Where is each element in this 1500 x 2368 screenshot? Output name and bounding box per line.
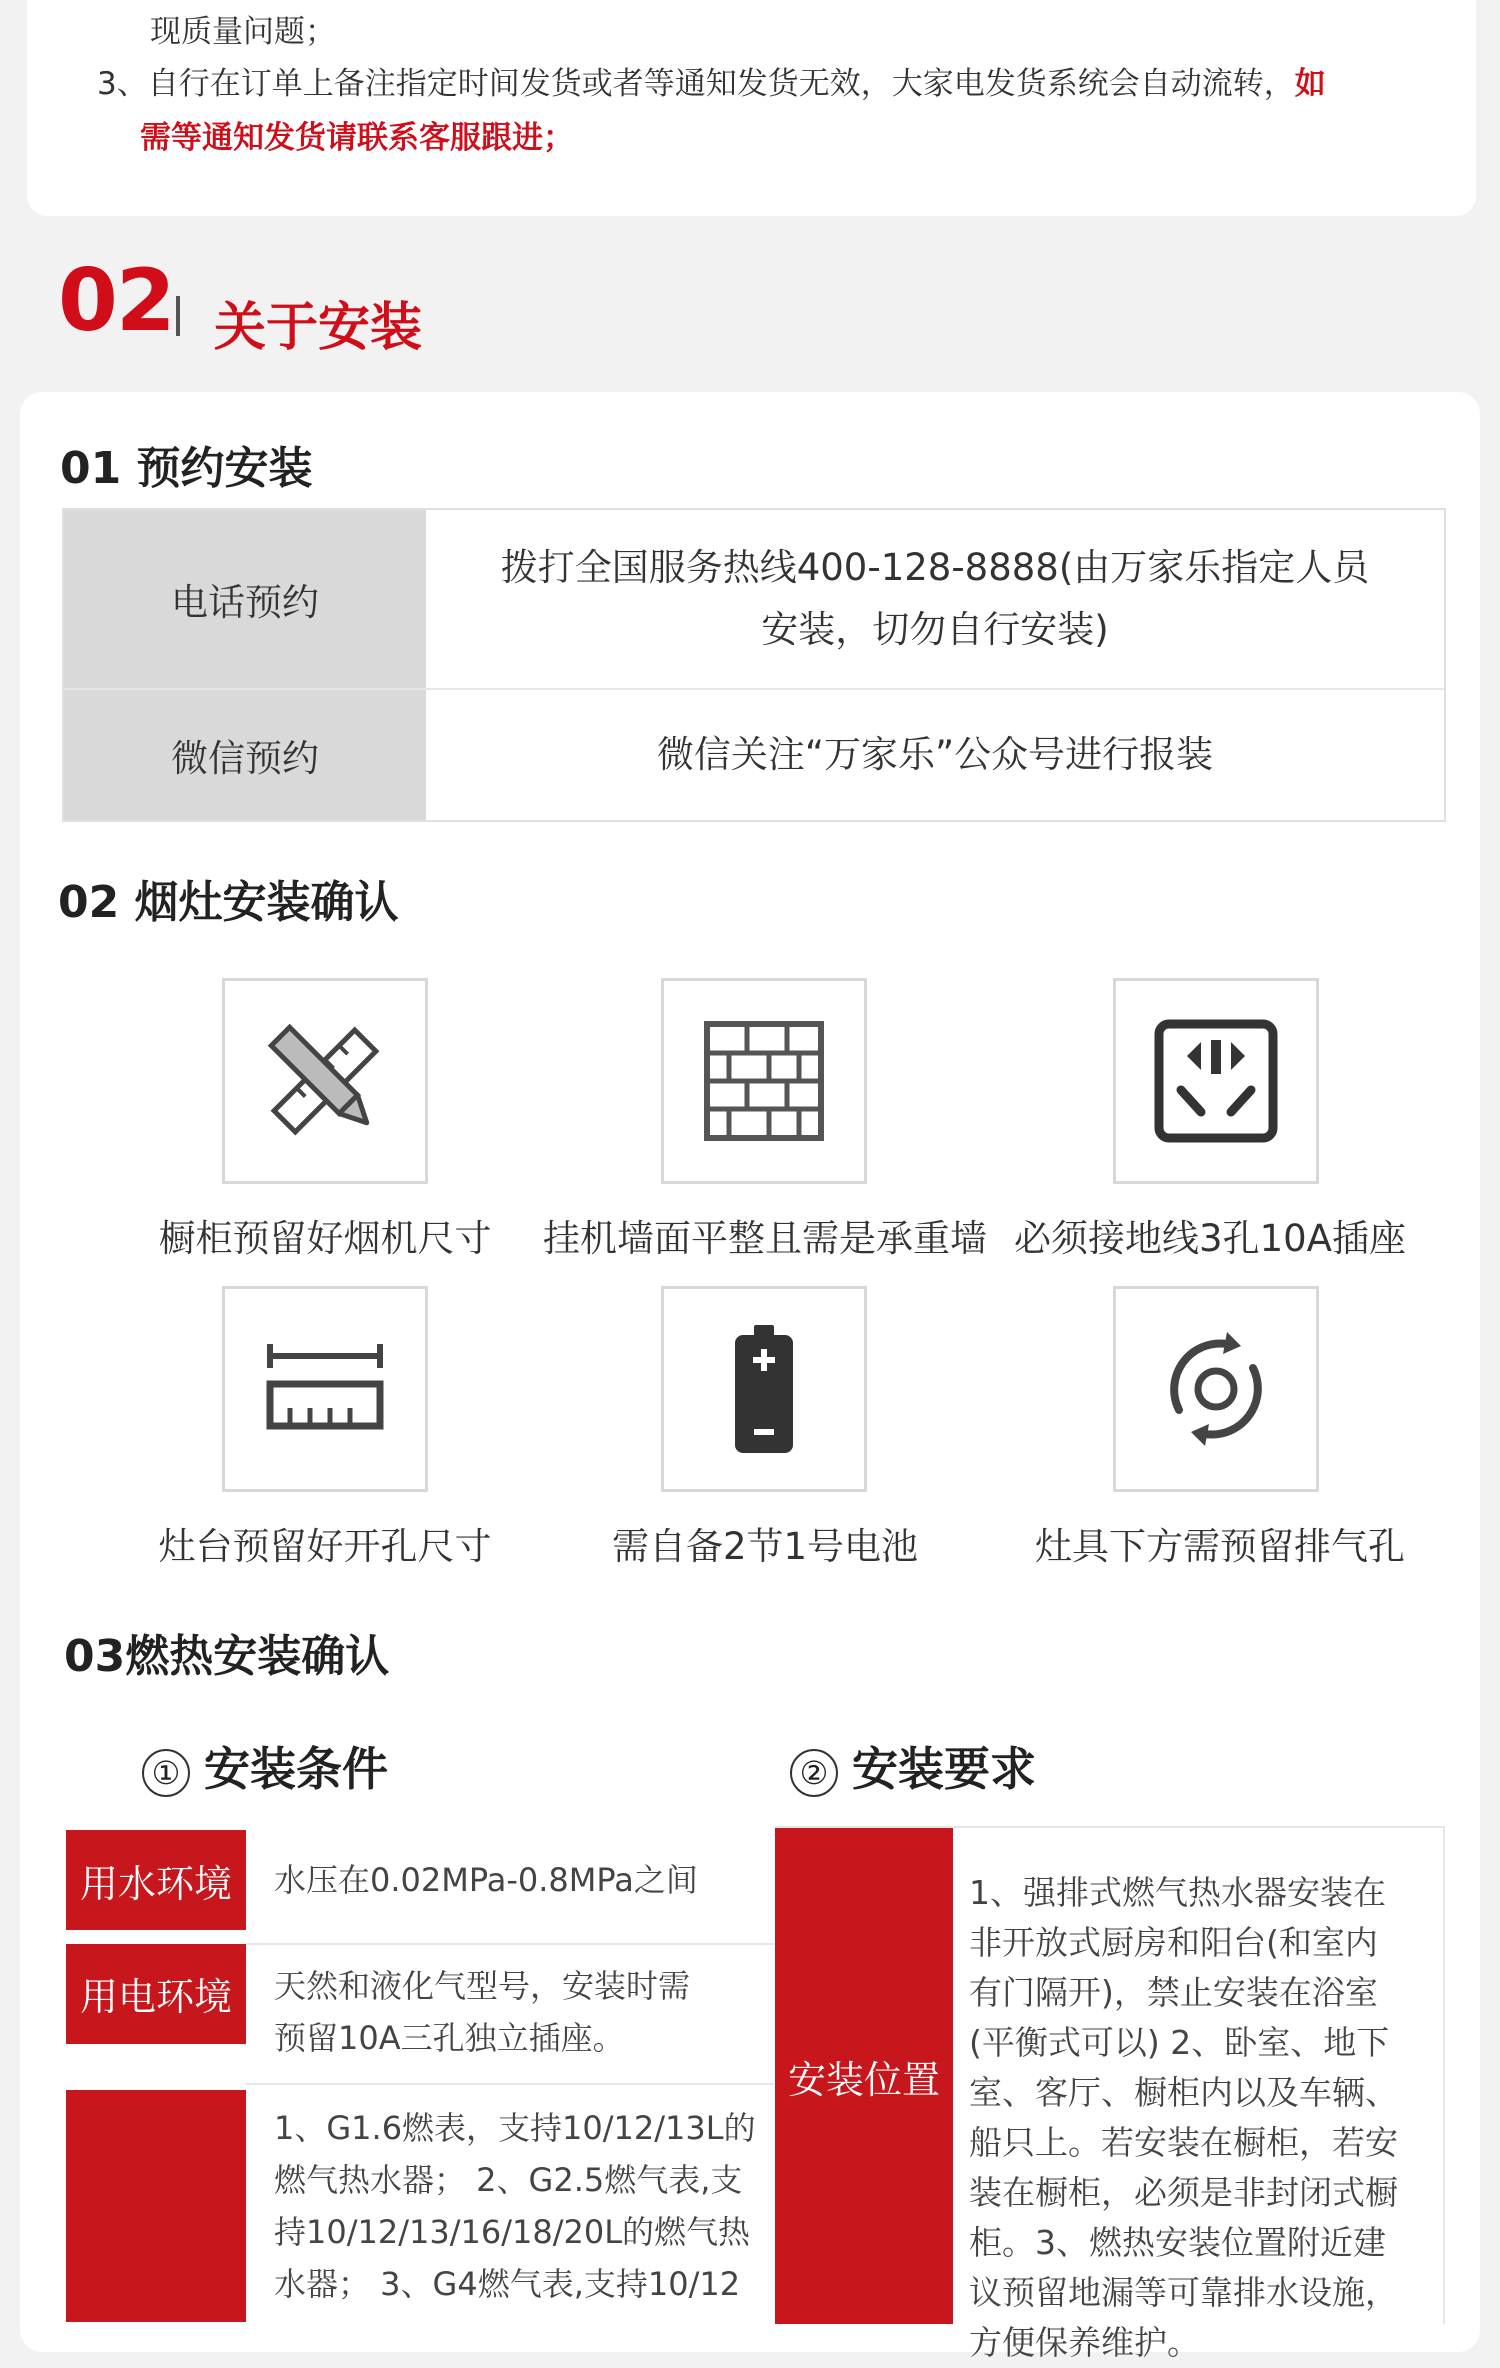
stove-item-4 <box>222 1286 428 1492</box>
booking-table <box>62 508 1446 822</box>
exhaust-vent-icon <box>1151 1324 1281 1454</box>
stove-caption-4: 灶台预留好开孔尺寸 <box>158 1525 492 1568</box>
measuring-scale-icon <box>260 1324 390 1454</box>
section-divider <box>176 296 180 336</box>
requirements-number: ② <box>790 1749 838 1797</box>
section-number: 02 <box>58 251 174 351</box>
condition-label-power: 用电环境 <box>66 1944 246 2044</box>
condition-label-water: 用水环境 <box>66 1830 246 1930</box>
condition-label-gas <box>66 2090 246 2322</box>
conditions-number: ① <box>142 1749 190 1797</box>
requirements-heading <box>790 1733 1036 1799</box>
brick-wall-icon <box>699 1016 829 1146</box>
booking-label-phone: 电话预约 <box>64 510 426 688</box>
stove-item-5 <box>661 1286 867 1492</box>
stove-caption-3: 必须接地线3孔10A插座 <box>1014 1217 1406 1260</box>
stove-caption-1: 橱柜预留好烟机尺寸 <box>158 1217 492 1260</box>
notice-highlight: 如 <box>1294 66 1326 102</box>
stove-item-3 <box>1113 978 1319 1184</box>
stove-caption-2: 挂机墙面平整且需是承重墙 <box>543 1217 987 1260</box>
booking-text-wechat: 微信关注“万家乐”公众号进行报装 <box>656 733 1214 776</box>
table-row <box>64 510 1444 690</box>
requirements-title: 安装要求 <box>852 1742 1036 1796</box>
requirements-table <box>775 1826 1445 2362</box>
stove-heading: 02 烟灶安装确认 <box>58 877 399 928</box>
battery-icon <box>699 1319 829 1459</box>
stove-item-2 <box>661 978 867 1184</box>
conditions-title: 安装条件 <box>204 1742 388 1796</box>
notice-text: 3、自行在订单上备注指定时间发货或者等通知发货无效，大家电发货系统会自动流转， <box>97 66 1295 102</box>
requirement-label: 安装位置 <box>775 1828 953 2324</box>
notice-line-3: 需等通知发货请联系客服跟进； <box>140 120 574 156</box>
section-title: 关于安装 <box>214 298 423 358</box>
requirement-text: 1、强排式燃气热水器安装在非开放式厨房和阳台(和室内有门隔开)，禁止安装在浴室(平衡式可以) 2、卧室、地下室、客厅、橱柜内以及车辆、船只上。若安装在橱柜，若安装在橱柜，必须是非封闭式橱柜。3、燃热安装位置附近建议预留地漏等可靠排水设施，方便保养维护。 <box>969 1873 1398 2362</box>
condition-text-power: 天然和液化气型号，安装时需预留10A三孔独立插座。 <box>274 1967 691 2057</box>
divider <box>246 2083 774 2085</box>
divider <box>246 1943 774 1945</box>
booking-label-wechat: 微信预约 <box>64 690 426 820</box>
notice-line-2 <box>97 58 1326 103</box>
condition-text-water: 水压在0.02MPa-0.8MPa之间 <box>274 1861 698 1899</box>
conditions-table <box>66 1830 774 2322</box>
booking-heading: 01 预约安装 <box>60 443 313 494</box>
heater-heading: 03燃热安装确认 <box>64 1631 390 1682</box>
booking-text-phone: 拨打全国服务热线400-128-8888(由万家乐指定人员安装，切勿自行安装) <box>500 546 1370 651</box>
stove-caption-6: 灶具下方需预留排气孔 <box>1035 1525 1405 1568</box>
stove-item-6 <box>1113 1286 1319 1492</box>
condition-text-gas: 1、G1.6燃表，支持10/12/13L的燃气热水器； 2、G2.5燃气表,支持10/12/13/16/18/20L的燃气热水器； 3、G4燃气表,支持10/12 <box>274 2109 756 2303</box>
notice-line-1: 现质量问题； <box>150 14 336 50</box>
stove-caption-5: 需自备2节1号电池 <box>611 1525 919 1568</box>
table-row <box>64 690 1444 820</box>
stove-item-1 <box>222 978 428 1184</box>
power-socket-icon <box>1151 1016 1281 1146</box>
conditions-heading <box>142 1733 388 1799</box>
ruler-pencil-icon <box>260 1016 390 1146</box>
